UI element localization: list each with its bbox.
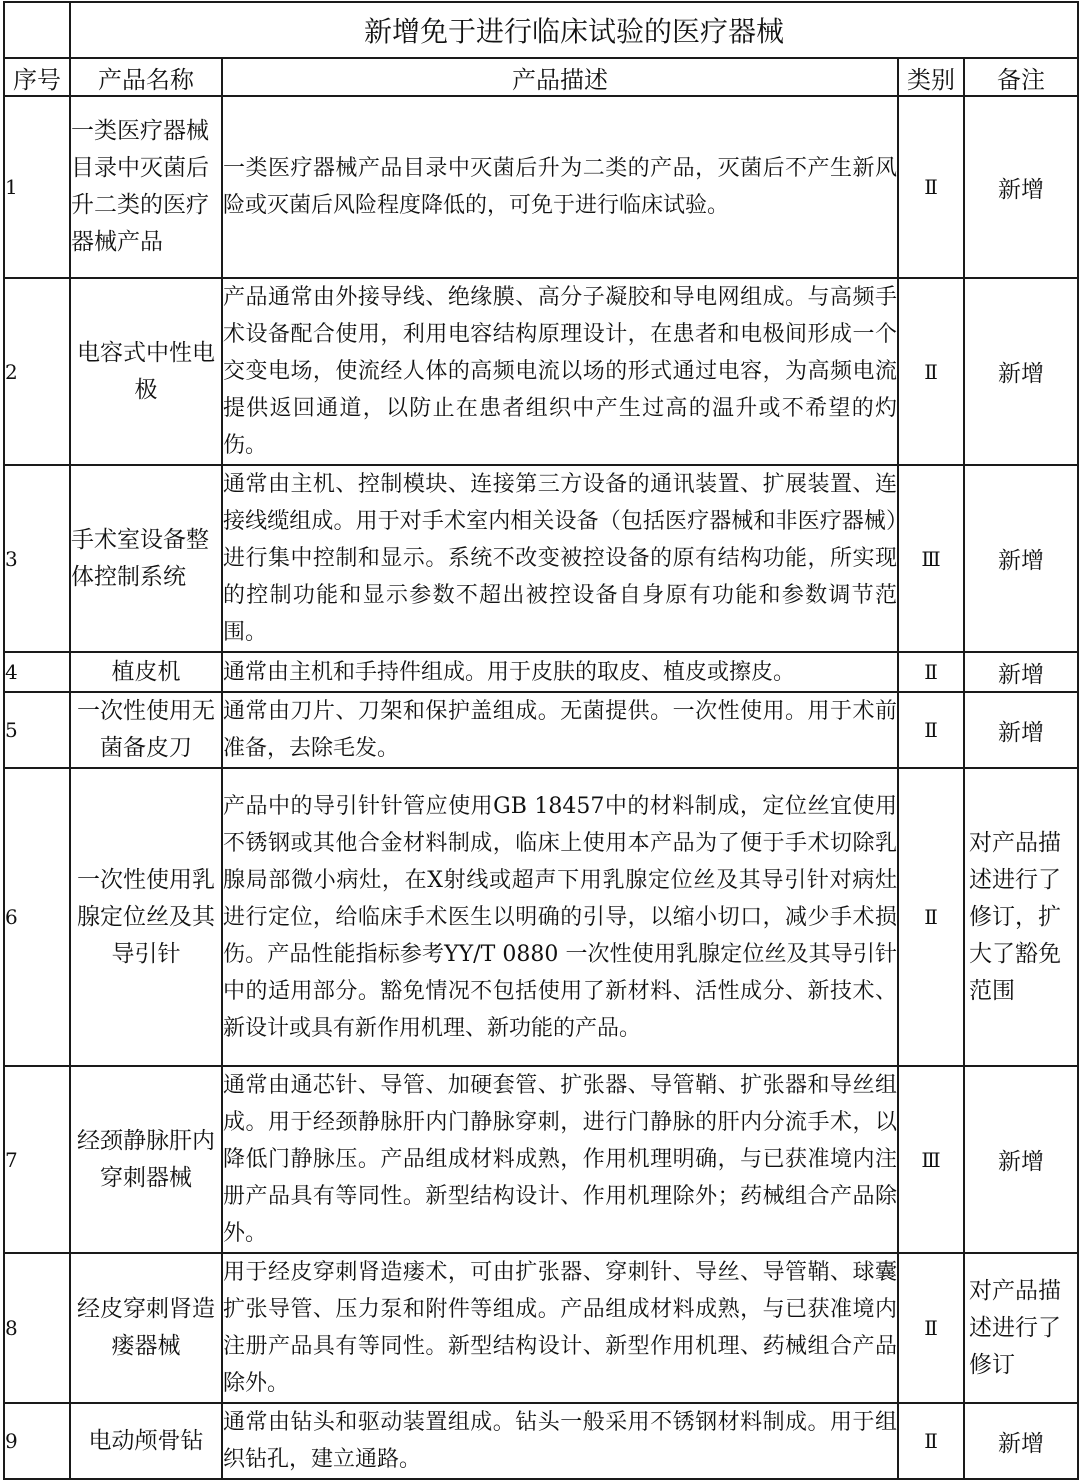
- remark: 对产品描述进行了修订，扩大了豁免范围: [964, 768, 1078, 1066]
- table-title-row: [4, 2, 1078, 58]
- row-index: 9: [4, 1403, 70, 1479]
- remark: 新增: [964, 1066, 1078, 1253]
- row-index: 7: [4, 1066, 70, 1253]
- table-row: [4, 692, 1078, 768]
- category: Ⅲ: [898, 465, 964, 652]
- product-name: 植皮机: [70, 652, 222, 692]
- table-row: [4, 96, 1078, 278]
- table-row: [4, 652, 1078, 692]
- row-index: 5: [4, 692, 70, 768]
- remark: 对产品描述进行了修订: [964, 1253, 1078, 1403]
- product-description: 通常由主机、控制模块、连接第三方设备的通讯装置、扩展装置、连接线缆组成。用于对手术室内相关设备（包括医疗器械和非医疗器械）进行集中控制和显示。系统不改变被控设备的原有结构功能，所实现的控制功能和显示参数不超出被控设备自身原有功能和参数调节范围。: [222, 465, 898, 652]
- category: Ⅱ: [898, 1253, 964, 1403]
- row-index: 8: [4, 1253, 70, 1403]
- product-description: 通常由刀片、刀架和保护盖组成。无菌提供。一次性使用。用于术前准备，去除毛发。: [222, 692, 898, 768]
- product-name: 经颈静脉肝内穿刺器械: [70, 1066, 222, 1253]
- remark: 新增: [964, 652, 1078, 692]
- header-remarks: 备注: [964, 58, 1078, 96]
- product-name: 电动颅骨钻: [70, 1403, 222, 1479]
- header-category: 类别: [898, 58, 964, 96]
- product-name: 一次性使用无菌备皮刀: [70, 692, 222, 768]
- table-row: [4, 278, 1078, 465]
- remark: 新增: [964, 465, 1078, 652]
- table-row: [4, 1403, 1078, 1479]
- table-row: [4, 1253, 1078, 1403]
- product-description: 通常由通芯针、导管、加硬套管、扩张器、导管鞘、扩张器和导丝组成。用于经颈静脉肝内门静脉穿刺，进行门静脉的肝内分流手术，以降低门静脉压。产品组成材料成熟，作用机理明确，与已获准境内注册产品具有等同性。新型结构设计、作用机理除外；药械组合产品除外。: [222, 1066, 898, 1253]
- corner-cell: [4, 2, 70, 58]
- product-description: 一类医疗器械产品目录中灭菌后升为二类的产品，灭菌后不产生新风险或灭菌后风险程度降低的，可免于进行临床试验。: [222, 96, 898, 278]
- header-product-description: 产品描述: [222, 58, 898, 96]
- table-title: 新增免于进行临床试验的医疗器械: [70, 2, 1078, 58]
- category: Ⅱ: [898, 1403, 964, 1479]
- device-table: [3, 1, 1079, 1480]
- remark: 新增: [964, 96, 1078, 278]
- product-description: 通常由钻头和驱动装置组成。钻头一般采用不锈钢材料制成。用于组织钻孔，建立通路。: [222, 1403, 898, 1479]
- category: Ⅱ: [898, 278, 964, 465]
- product-name: 手术室设备整体控制系统: [70, 465, 222, 652]
- table-row: [4, 465, 1078, 652]
- product-description: 产品通常由外接导线、绝缘膜、高分子凝胶和导电网组成。与高频手术设备配合使用，利用电容结构原理设计，在患者和电极间形成一个交变电场，使流经人体的高频电流以场的形式通过电容，为高频电流提供返回通道，以防止在患者组织中产生过高的温升或不希望的灼伤。: [222, 278, 898, 465]
- product-name: 一类医疗器械目录中灭菌后升二类的医疗器械产品: [70, 96, 222, 278]
- product-description: 用于经皮穿刺肾造瘘术，可由扩张器、穿刺针、导丝、导管鞘、球囊扩张导管、压力泵和附件等组成。产品组成材料成熟，与已获准境内注册产品具有等同性。新型结构设计、新型作用机理、药械组合产品除外。: [222, 1253, 898, 1403]
- header-index: 序号: [4, 58, 70, 96]
- category: Ⅱ: [898, 96, 964, 278]
- product-description: 通常由主机和手持件组成。用于皮肤的取皮、植皮或擦皮。: [222, 652, 898, 692]
- header-product-name: 产品名称: [70, 58, 222, 96]
- category: Ⅲ: [898, 1066, 964, 1253]
- table-header-row: [4, 58, 1078, 96]
- row-index: 1: [4, 96, 70, 278]
- product-name: 一次性使用乳腺定位丝及其导引针: [70, 768, 222, 1066]
- remark: 新增: [964, 692, 1078, 768]
- category: Ⅱ: [898, 692, 964, 768]
- table-row: [4, 768, 1078, 1066]
- product-name: 经皮穿刺肾造瘘器械: [70, 1253, 222, 1403]
- row-index: 2: [4, 278, 70, 465]
- row-index: 4: [4, 652, 70, 692]
- row-index: 3: [4, 465, 70, 652]
- row-index: 6: [4, 768, 70, 1066]
- product-description: 产品中的导引针针管应使用GB 18457中的材料制成，定位丝宜使用不锈钢或其他合金材料制成，临床上使用本产品为了便于手术切除乳腺局部微小病灶，在X射线或超声下用乳腺定位丝及其导引针对病灶进行定位，给临床手术医生以明确的引导，以缩小切口，减少手术损伤。产品性能指标参考YY/T 0880 一次性使用乳腺定位丝及其导引针中的适用部分。豁免情况不包括使用了新材料、活性成分、新技术、新设计或具有新作用机理、新功能的产品。: [222, 768, 898, 1066]
- category: Ⅱ: [898, 652, 964, 692]
- product-name: 电容式中性电极: [70, 278, 222, 465]
- remark: 新增: [964, 278, 1078, 465]
- remark: 新增: [964, 1403, 1078, 1479]
- table-row: [4, 1066, 1078, 1253]
- category: Ⅱ: [898, 768, 964, 1066]
